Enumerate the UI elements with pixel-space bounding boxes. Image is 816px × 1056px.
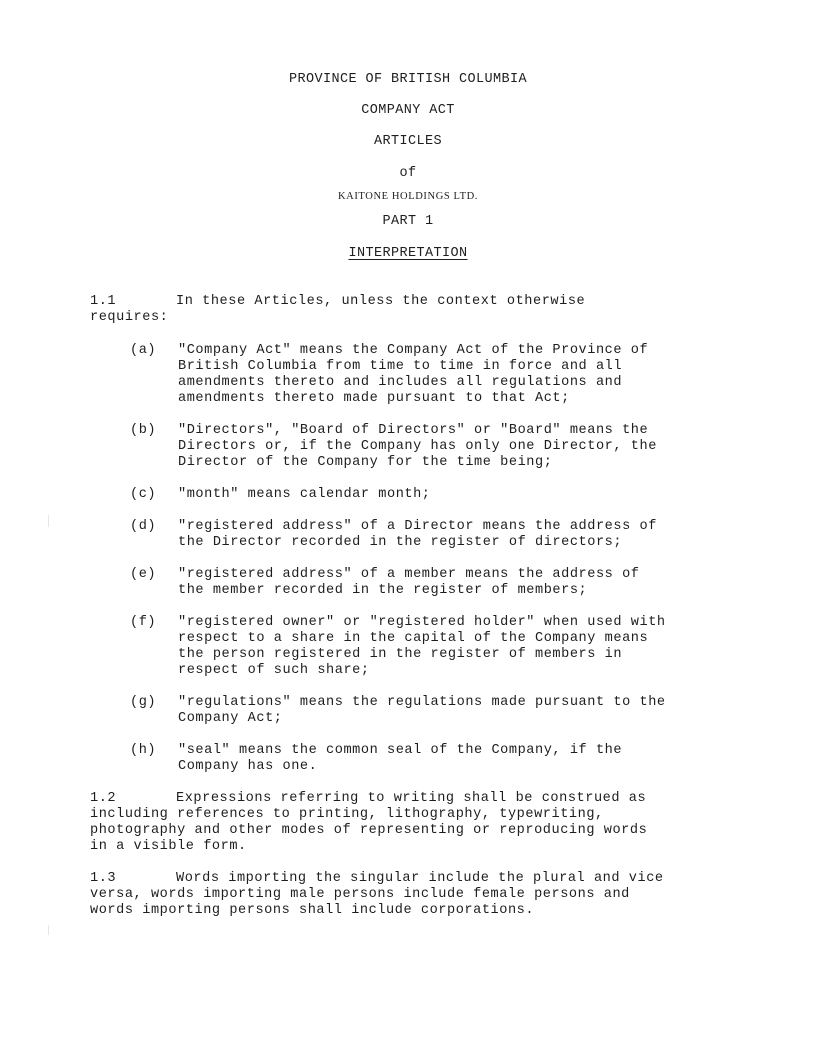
definition-text: "Company Act" means the Company Act of the Province of British Columbia from time to time in force and all amendments thereto and includes all regulations and amendments thereto made pursuant to that Act;: [178, 343, 649, 406]
definition-label: (c): [130, 487, 157, 502]
scan-mark: [48, 925, 49, 935]
clause-text: requires:: [90, 310, 169, 325]
header-of: of: [399, 166, 417, 181]
definition-text: "seal" means the common seal of the Company, if the Company has one.: [178, 743, 623, 774]
clause-number: 1.1: [90, 294, 117, 309]
header-act: COMPANY ACT: [361, 103, 455, 118]
definition-label: (h): [130, 743, 157, 758]
definition-text: "registered address" of a Director means the address of the Director recorded in the register of directors;: [178, 519, 657, 550]
clause-text: Words importing the singular include the plural and vice versa, words importing male persons include female persons and words importing persons shall include corporations.: [90, 871, 664, 918]
definition-label: (e): [130, 567, 157, 582]
clause-1-2: [90, 791, 730, 855]
definition-text: "regulations" means the regulations made pursuant to the Company Act;: [178, 695, 666, 726]
definition-label: (g): [130, 695, 157, 710]
definition-text: "registered address" of a member means the address of the member recorded in the register of members;: [178, 567, 640, 598]
company-name: KAITONE HOLDINGS LTD.: [337, 191, 479, 202]
header-province: PROVINCE OF BRITISH COLUMBIA: [288, 72, 528, 87]
definition-text: "month" means calendar month;: [178, 487, 431, 502]
clause-1-3: [90, 871, 730, 919]
header-articles: ARTICLES: [373, 134, 442, 149]
definition-label: (b): [130, 423, 157, 438]
definition-label: (f): [130, 615, 157, 630]
clause-number: 1.2: [90, 791, 117, 806]
definition-text: "Directors", "Board of Directors" or "Board" means the Directors or, if the Company has only one Director, the Director of the Company for the time being;: [178, 423, 657, 470]
clause-text: In these Articles, unless the context otherwise: [176, 294, 586, 309]
clause-text: Expressions referring to writing shall be construed as including references to printing, lithography, typewriting, photography and other modes of representing or reproducing words in a visible form.: [90, 791, 648, 854]
part-heading: PART 1: [382, 214, 434, 229]
clause-1-1: [90, 294, 730, 326]
scan-mark: [48, 515, 49, 527]
section-title: INTERPRETATION: [348, 246, 468, 261]
definition-text: "registered owner" or "registered holder" when used with respect to a share in the capital of the Company means the person registered in the register of members in respect of such share;: [178, 615, 666, 678]
clause-number: 1.3: [90, 871, 117, 886]
definition-label: (d): [130, 519, 157, 534]
definition-label: (a): [130, 343, 157, 358]
